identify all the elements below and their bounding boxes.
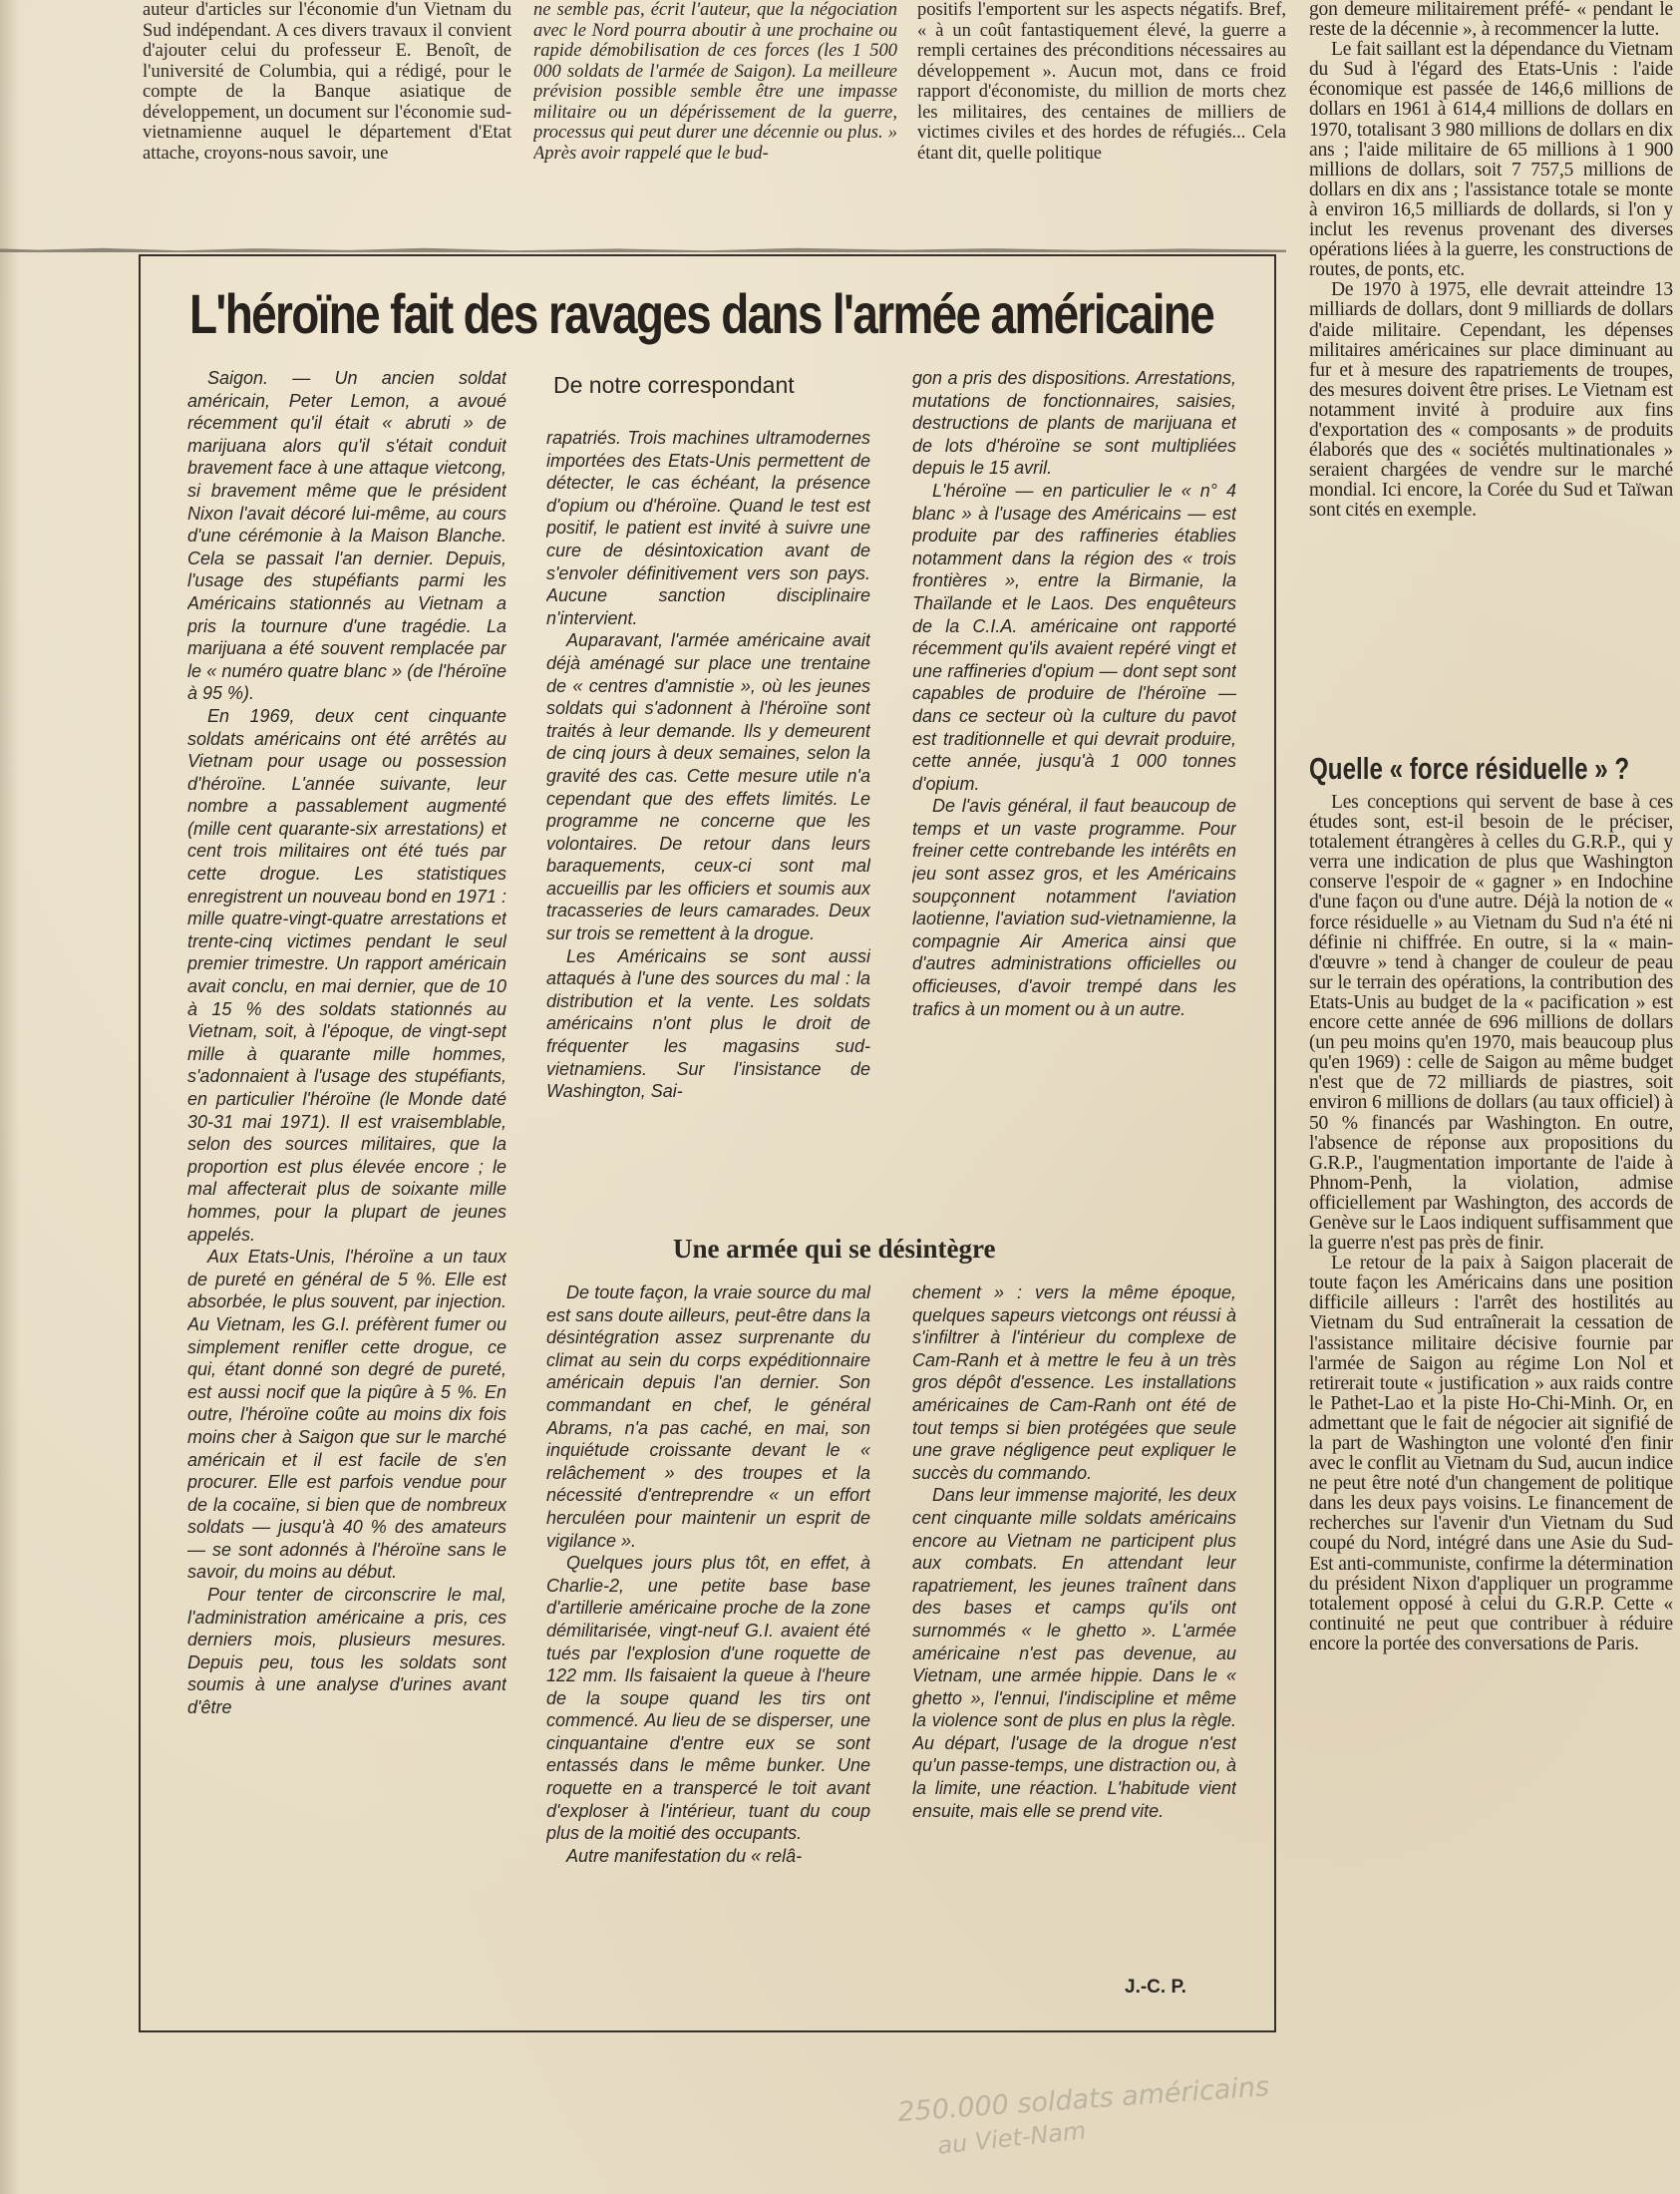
paragraph: Auparavant, l'armée américaine avait déjà aménagé sur place une trentaine de « centres d'amnistie », où les jeunes soldats qui s'adonnent à l'héroïne sont traités à leur demande. Ils y demeurent de cinq jours à deux semaines, selon la gravité des cas. Cette mesure utile n'a cependant que des effets limités. Le programme ne concerne que les volontaires. De retour dans leurs baraquements, ceux-ci sont mal accueillis par les officiers et soumis aux tracasseries de leurs camarades. Deux sur trois se remettent à la drogue.: [546, 630, 870, 944]
paper-edge-shadow: [0, 0, 20, 2194]
paragraph: Les conceptions qui servent de base à ces études sont, est-il besoin de le préciser, totalement étrangères à celles du G.R.P., qui y verra une indication de plus que Washington conserve l'espoir de « gagner » en Indochine d'une façon ou d'une autre. Déjà la notion de « force résiduelle » au Vietnam du Sud n'a été ni définie ni chiffrée. En outre, si la « main-d'œuvre » tend à changer de couleur de peau sur le terrain des opérations, la contribution des Etats-Unis au budget de la « pacification » est encore cette année de 696 millions de dollars (un peu moins qu'en 1970, mais beaucoup plus qu'en 1969) : celle de Saigon au même budget n'est que de 72 milliards de piastres, soit environ 6 millions de dollars (au taux officiel) à 50 % financés par Washington. En outre, l'absence de réponse aux propositions du G.R.P., l'augmentation importante de l'aide à Phnom-Penh, la violation, admise officiellement par Washington, des accords de Genève sur le Laos indiquent suffisamment que la guerre n'est pas près de finir.: [1309, 793, 1673, 1255]
article-subheading: Une armée qui se désintègre: [673, 1234, 996, 1264]
paragraph: Les Américains se sont aussi attaqués à l'une des sources du mal : la distribution et la vente. Les soldats américains n'ont plus le droit de fréquenter les magasins sud-vietnamiens. Sur l'insistance de Washington, Sai-: [546, 945, 870, 1102]
paragraph: Autre manifestation du « relâ-: [566, 1845, 803, 1866]
top-column-3-text: positifs l'emportent sur les aspects négatifs. Bref, « à un coût fantastiquement élevé, la guerre a rempli certaines des préconditions nécessaires au développement ». Aucun mot, dans ce froid rapport d'économiste, du million de morts chez les militaires, des centaines de milliers de victimes civiles et des hordes de réfugiés... Cela étant dit, quelle politique: [917, 0, 1286, 164]
article-column-3-bottom: [912, 1281, 1236, 1970]
paragraph: Pour tenter de circonscrire le mal, l'administration américaine a pris, ces derniers mois, plusieurs mesures. Depuis peu, tous les soldats sont soumis à une analyse d'urines avant d'être: [187, 1585, 506, 1718]
right-column-bottom: [1309, 793, 1673, 2049]
paragraph: De toute façon, la vraie source du mal est sans doute ailleurs, peut-être dans la désintégration assez surprenante du climat au sein du corps expéditionnaire américain depuis l'an dernier. Son commandant en chef, le général Abrams, n'a pas caché, en mai, son inquiétude croissante devant le « relâchement » des troupes et la nécessité d'entreprendre « un effort herculéen pour maintenir un esprit de vigilance ».: [546, 1282, 870, 1551]
paragraph: De l'avis général, il faut beaucoup de temps et un vaste programme. Pour freiner cette contrebande les intérêts en jeu sont assez gros, et les Américains soupçonnent notamment l'aviation laotienne, l'aviation sud-vietnamienne, la compagnie Air America ainsi que d'autres administrations officielles ou officieuses, d'avoir trempé dans les trafics à un moment ou à un autre.: [912, 796, 1236, 1019]
paragraph: De 1970 à 1975, elle devrait atteindre 13 milliards de dollars, dont 9 milliards de dollars d'aide militaire. Cependant, les dépenses militaires américaines sur place diminuant au fur et à mesure des rapatriements de troupes, des mesures doivent être prises. Le Vietnam est notamment invité à produire aux fins d'exportation des « composants » de produits élaborés que des « sociétés multinationales » seraient chargées de vendre sur le marché mondial. Ici encore, la Corée du Sud et Taïwan sont cités en exemple.: [1309, 279, 1673, 522]
paragraph: chement » : vers la même époque, quelques sapeurs vietcongs ont réussi à s'infiltrer à l'intérieur du complexe de Cam-Ranh et à mettre le feu à un très gros dépôt d'essence. Les installations américaines de Cam-Ranh ont été de tout temps si bien protégées que seule une grave négligence peut expliquer le succès du commando.: [912, 1282, 1236, 1483]
paragraph: Le retour de la paix à Saigon placerait de toute façon les Américains dans une position difficile ailleurs : l'arrêt des hostilités au Vietnam du Sud entraînerait la cessation de l'assistance militaire décisive fournie par l'armée de Saigon au régime Lon Nol et retirerait toute « justification » aux raids contre le Pathet-Lao et la piste Ho-Chi-Minh. Or, en admettant que le fait de négocier ait signifié de la part de Washington une volonté d'en finir avec le conflit au Vietnam du Sud, aucun indice ne peut être noté d'un changement de politique dans les deux pays voisins. Le financement de recherches sur l'avenir d'un Vietnam du Sud coupé du Nord, intégré dans une Asie du Sud-Est anti-communiste, confirme la détermination du président Nixon d'appliquer un programme totalement opposé à celui du G.R.P. Cette « continuité ne peut que contribuer à réduire encore la portée des conversations de Paris.: [1309, 1253, 1673, 1654]
article-column-2-bottom: [546, 1281, 870, 2005]
article-headline: L'héroïne fait des ravages dans l'armée américaine: [189, 282, 1214, 345]
paragraph: Quelques jours plus tôt, en effet, à Charlie-2, une petite base base d'artillerie américaine proche de la zone démilitarisée, vingt-neuf G.I. avaient été tués par l'explosion d'une roquette de 122 mm. Ils faisaient la queue à l'heure de la soupe quand les tirs ont commencé. Au lieu de se disperser, une cinquantaine d'entre eux se sont entassés dans le même bunker. Une roquette en a transpercé le toit avant d'exploser à l'intérieur, tuant du coup plus de la moitié des occupants.: [546, 1553, 870, 1844]
article-signature: J.-C. P.: [1125, 1977, 1186, 1998]
paragraph: En 1969, deux cent cinquante soldats américains ont été arrêtés au Vietnam pour usage ou possession d'héroïne. L'année suivante, leur nombre a passablement augmenté (mille cent quarante-six arrestations) et cent trois militaires ont été tués par cette drogue. Les statistiques enregistrent un nouveau bond en 1971 : mille quatre-vingt-quatre arrestations et trente-cinq victimes pendant le seul premier trimestre. Un rapport américain avait conclu, en mai dernier, que de 10 à 15 % des soldats stationnés au Vietnam, soit, à l'époque, de vingt-sept mille à quarante mille hommes, s'adonnaient à l'usage des stupéfiants, en particulier l'héroïne (le Monde daté 30-31 mai 1971). Il est vraisemblable, selon des sources militaires, que la proportion est plus élevée encore ; le mal affecterait plus de soixante mille hommes, pour la plupart de jeunes appelés.: [187, 705, 506, 1245]
handwritten-note-line-1: 250.000 soldats américains: [896, 2071, 1271, 2128]
paragraph: Le fait saillant est la dépendance du Vietnam du Sud à l'égard des Etats-Unis : l'aide économique est passée de 146,6 millions de dollars en 1961 à 614,4 millions de dollars en 1970, totalisant 3 980 millions de dollars en dix ans ; l'aide militaire de 65 millions à 1 900 millions de dollars, soit 7 757,5 millions de dollars en dix ans ; l'assistance totale se monte à environ 16,5 milliards de dollards, si l'on y inclut les revenus provenant des diverses opérations liées à la guerre, les constructions de routes, de ponts, etc.: [1309, 39, 1673, 281]
article-column-2-top: [546, 427, 870, 1210]
paragraph: gon a pris des dispositions. Arrestations, mutations de fonctionnaires, saisies, destructions de plants de marijuana et de lots d'héroïne se sont multipliées depuis le 15 avril.: [912, 368, 1236, 479]
top-column-2: [533, 0, 897, 231]
handwritten-note-line-2: au Viet-Nam: [935, 2116, 1088, 2160]
paragraph: Dans leur immense majorité, les deux cent cinquante mille soldats américains encore au Vietnam ne participent plus aux combats. En attendant leur rapatriement, les jeunes traînent dans des bases et camps qu'ils ont surnommés « le ghetto ». L'armée américaine n'est pas devenue, au Vietnam, une armée hippie. Dans le « ghetto », l'ennui, l'indiscipline et même la violence sont de plus en plus la règle. Au départ, l'usage de la drogue n'est qu'un passe-temps, une distraction ou, à la limite, une réaction. L'habitude vient ensuite, mais elle se prend vite.: [912, 1485, 1236, 1821]
article-column-1: [187, 367, 506, 2003]
paragraph: rapatriés. Trois machines ultramodernes importées des Etats-Unis permettent de détecter, le cas échéant, la présence d'opium ou d'héroïne. Quand le test est positif, le patient est invité à suivre une cure de désintoxication avant de s'envoler définitivement vers son pays. Aucune sanction disciplinaire n'intervient.: [546, 428, 870, 628]
paragraph: gon demeure militairement préfé- « pendant le reste de la décennie », à recommencer la lutte.: [1309, 0, 1673, 41]
top-column-3: [917, 0, 1286, 231]
top-column-2-text: ne semble pas, écrit l'auteur, que la négociation avec le Nord pourra aboutir à une prochaine ou rapide démobilisation de ces forces (les 1 500 000 soldats de l'armée de Saigon). La meilleure prévision possible semble être une impasse militaire ou un dépérissement de la guerre, processus qui peut durer une décennie ou plus. » Après avoir rappelé que le bud-: [533, 0, 897, 164]
right-column-subheading: Quelle « force résiduelle » ?: [1309, 751, 1630, 786]
article-column-3-top: [912, 367, 1236, 1210]
top-column-1-text: auteur d'articles sur l'économie d'un Vietnam du Sud indépendant. A ces divers travaux il convient d'ajouter celui du professeur E. Benoît, de l'université de Columbia, qui a rédigé, pour le compte de la Banque asiatique de développement, un document sur l'économie sud-vietnamienne auquel le département d'Etat attache, croyons-nous savoir, une: [143, 0, 511, 164]
paragraph: Aux Etats-Unis, l'héroïne a un taux de pureté en général de 5 %. Elle est absorbée, le plus souvent, par injection. Au Vietnam, les G.I. préfèrent fumer ou simplement renifler cette drogue, ce qui, étant donné son degré de pureté, est aussi nocif que la piqûre à 5 %. En outre, l'héroïne coûte au moins dix fois moins cher à Saigon que sur le marché américain et il est facile de s'en procurer. Elle est parfois vendue pour de la cocaïne, si bien que de nombreux soldats — jusqu'à 40 % des amateurs — se sont adonnés à l'héroïne sans le savoir, du moins au début.: [187, 1247, 506, 1583]
paragraph: Saigon. — Un ancien soldat américain, Peter Lemon, a avoué récemment qu'il était « abruti » de marijuana alors qu'il s'était conduit bravement face à une attaque vietcong, si bravement même que le président Nixon l'avait décoré lui-même, au cours d'une cérémonie à la Maison Blanche. Cela se passait l'an dernier. Depuis, l'usage des stupéfiants parmi les Américains stationnés au Vietnam a pris la tournure d'une tragédie. La marijuana a été souvent remplacée par le « numéro quatre blanc » (de l'héroïne à 95 %).: [187, 368, 506, 704]
right-column-top: [1309, 0, 1673, 726]
top-column-1: [143, 0, 511, 231]
paragraph: L'héroïne — en particulier le « n° 4 blanc » à l'usage des Américains — est produite par des raffineries établies notamment dans la région des « trois frontières », entre la Birmanie, la Thaïlande et le Laos. Des enquêteurs de la C.I.A. américaine ont rapporté récemment qu'ils avaient repéré vingt et une raffineries d'opium — dont sept sont capables de produire de l'héroïne — dans ce secteur où la culture du pavot est traditionnelle et qui devrait produire, cette année, jusqu'à 1 000 tonnes d'opium.: [912, 480, 1236, 794]
article-byline: De notre correspondant: [553, 372, 795, 398]
